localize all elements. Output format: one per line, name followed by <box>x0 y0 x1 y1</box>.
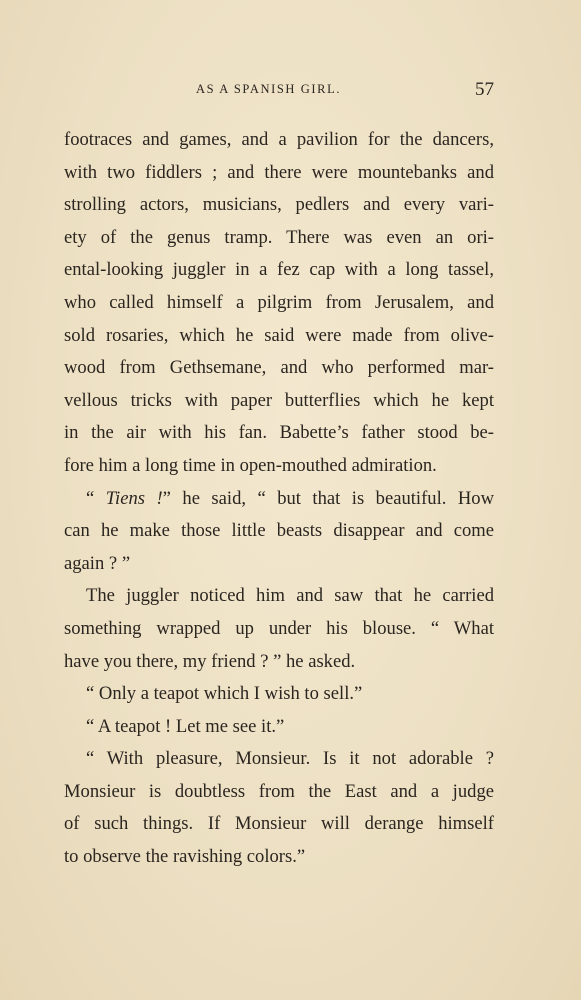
text-line: have you there, my friend ? ” he asked. <box>64 650 356 672</box>
text-line: ety of the genus tramp. There was even an ori- <box>64 226 494 248</box>
text-line: strolling actors, musicians, pedlers and every vari- <box>64 194 494 216</box>
running-title: AS A SPANISH GIRL. <box>196 82 342 96</box>
paragraph <box>64 678 494 711</box>
text-line: who called himself a pilgrim from Jerusalem, and <box>64 291 494 313</box>
paragraph <box>64 580 494 678</box>
running-head <box>64 79 494 106</box>
line-rest: ” he said, “ but that is beautiful. How <box>162 487 495 509</box>
text-line: in the air with his fan. Babette’s father stood be- <box>64 422 494 444</box>
text-line: The juggler noticed him and saw that he carried <box>86 585 494 607</box>
text-line: ental-looking juggler in a fez cap with a long tassel, <box>64 259 494 281</box>
open-quote: “ <box>86 487 106 509</box>
paragraph <box>64 483 494 581</box>
text-line: something wrapped up under his blouse. “ What <box>64 617 494 639</box>
text-line: footraces and games, and a pavilion for the dancers, <box>64 129 494 150</box>
text-line: again ? ” <box>64 552 131 574</box>
text-line: of such things. If Monsieur will derange himself <box>64 813 494 835</box>
text-line: “ Only a teapot which I wish to sell.” <box>86 683 363 705</box>
paragraph <box>64 124 494 483</box>
text-line: “ A teapot ! Let me see it.” <box>86 715 285 737</box>
text-line: fore him a long time in open-mouthed admiration. <box>64 454 437 476</box>
text-line: with two fiddlers ; and there were mountebanks and <box>64 161 494 183</box>
paragraph <box>64 743 494 873</box>
page-number: 57 <box>475 79 494 100</box>
text-line: wood from Gethsemane, and who performed mar- <box>64 357 494 379</box>
italic-phrase: Tiens ! <box>105 487 163 509</box>
text-line: sold rosaries, which he said were made from olive- <box>64 324 494 346</box>
text-line: vellous tricks with paper butterflies which he kept <box>64 389 494 411</box>
text-line: “ With pleasure, Monsieur. Is it not adorable ? <box>86 748 494 770</box>
text-line <box>64 483 494 516</box>
text-line: to observe the ravishing colors.” <box>64 846 306 868</box>
text-line: can he make those little beasts disappear and come <box>64 520 494 542</box>
text-line: Monsieur is doubtless from the East and a judge <box>64 780 494 802</box>
paragraph <box>64 711 494 744</box>
body-text <box>64 124 494 874</box>
